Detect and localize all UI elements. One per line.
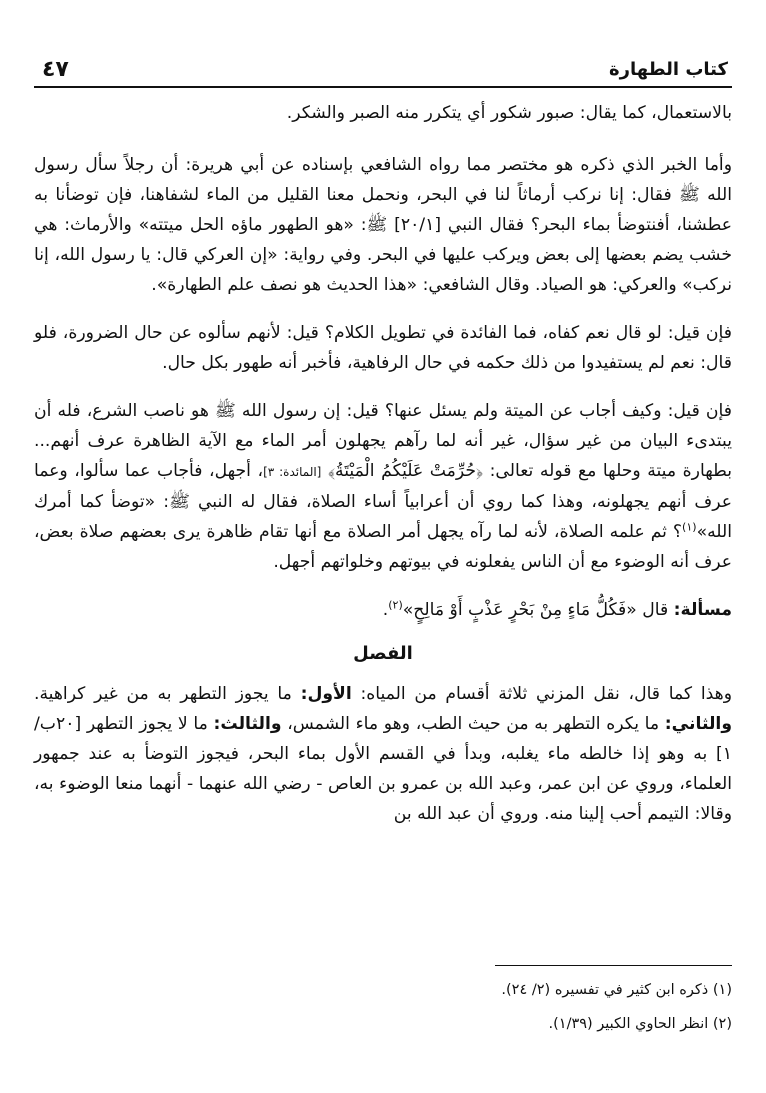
paragraph-5-part-c: ما يكره التطهر به من حيث الطب، وهو ماء الشمس،: [281, 714, 665, 734]
footnote-marker-2: (٢): [388, 598, 403, 612]
label-first: الأول:: [300, 684, 352, 704]
paragraph-3: فإن قيل: لو قال نعم كفاه، فما الفائدة في تطويل الكلام؟ قيل: لأنهم سألوه عن حال الضرورة، فلو قال: نعم لم يستفيدوا من ذلك حكمه في حال الرفاهية، فأخبر أنه طهور بكل حال.: [34, 323, 732, 373]
paragraph-1: بالاستعمال، كما يقال: صبور شكور أي يتكرر منه الصبر والشكر.: [286, 103, 732, 123]
paragraph-5-part-a: وهذا كما قال، نقل المزني ثلاثة أقسام من المياه:: [351, 684, 732, 704]
section-heading: الفصل: [353, 643, 413, 664]
footnote-marker-1: (١): [682, 520, 697, 534]
footnotes: [34, 965, 732, 1048]
paragraph-2: وأما الخبر الذي ذكره هو مختصر مما رواه الشافعي بإسناده عن أبي هريرة: أن رجلاً سأل رسول الله ﷺ فقال: إنا نركب أرماثاً لنا في البحر، ونحمل معنا القليل من الماء لشفاهنا، فإن توضأنا به عطشنا، أفنتوضأ بماء البحر؟ فقال النبي [٢٠/١] ﷺ: «هو الطهور ماؤه الحل ميتته» والأرماث: هي خشب يضم بعضها إلى بعض ويركب عليها في البحر. وفي رواية: «إن العركي قال: يا رسول الله، إنا نركب» والعركي: هو الصياد. وقال الشافعي: «هذا الحديث هو نصف علم الطهارة».: [34, 155, 732, 295]
page-header: [34, 52, 732, 88]
page-body: [34, 98, 732, 847]
label-second: والثاني:: [664, 714, 733, 734]
footnote-2: (٢) انظر الحاوي الكبير (١/٣٩).: [548, 1016, 732, 1032]
paragraph-4-part-b: ، أجهل، فأجاب عما سألوا، وعما عرف أنهم يجهلونه، وهذا كما روي أن أعرابياً أساء الصلاة، فقال له النبي ﷺ: «توضأ كما أمرك الله»: [34, 461, 732, 542]
paragraph-5-part-b: ما يجوز التطهر به من غير كراهية.: [34, 684, 301, 704]
masala-label: مسألة:: [673, 600, 732, 620]
page-number: ٤٧: [42, 57, 69, 82]
footnote-1: (١) ذكره ابن كثير في تفسيره (٢/ ٢٤).: [501, 982, 732, 998]
paragraph-4-part-c: ؟ ثم علمه الصلاة، لأنه لما رآه يجهل أمر الصلاة مع أنها تقام ظاهرة يرى بعضهم صلاة بعض، عرف أنه الوضوء مع أن الناس يفعلونه في بيوتهم وخلواتهم أجهل.: [34, 522, 732, 572]
chapter-title: كتاب الطهارة: [608, 59, 728, 80]
masala-text: قال «فَكُلُّ مَاءٍ مِنْ بَحْرٍ عَذْبٍ أَوْ مَالِحٍ»: [402, 600, 674, 620]
masala-paragraph: مسألة: قال «فَكُلُّ مَاءٍ مِنْ بَحْرٍ عَذْبٍ أَوْ مَالِحٍ»$^{(٢)}$.: [382, 598, 732, 620]
footnote-divider: [495, 965, 732, 966]
paragraph-4: [34, 396, 732, 577]
paragraph-5: [34, 679, 732, 829]
paragraph-5-part-d: ما لا يجوز التطهر [٢٠ب/١] به وهو إذا خالطه ماء يغلبه، وبدأ في القسم الأول بماء البحر، فيجوز التوضأ به عند جمهور العلماء، وروي عن ابن عمر، وعبد الله بن عمرو بن العاص - رضي الله عنهما - أنهما منعا الوضوء به، وقالا: التيمم أحب إلينا منه. وروي أن عبد الله بن: [34, 714, 732, 824]
verse-reference: [المائدة: ٣]: [263, 465, 322, 479]
quran-verse: ﴿حُرِّمَتْ عَلَيْكُمُ الْمَيْتَةُ﴾: [327, 461, 484, 481]
label-third: والثالث:: [213, 714, 282, 734]
paragraph-4-part-a: فإن قيل: وكيف أجاب عن الميتة ولم يسئل عنها؟ قيل: إن رسول الله ﷺ هو ناصب الشرع، فله أن يبتدىء البيان من غير سؤال، غير أنه لما رآهم يجهلون أمر الماء مع الآية الظاهرة عرف أنهم... بطهارة ميتة وحلها مع قوله تعالى:: [34, 401, 732, 481]
